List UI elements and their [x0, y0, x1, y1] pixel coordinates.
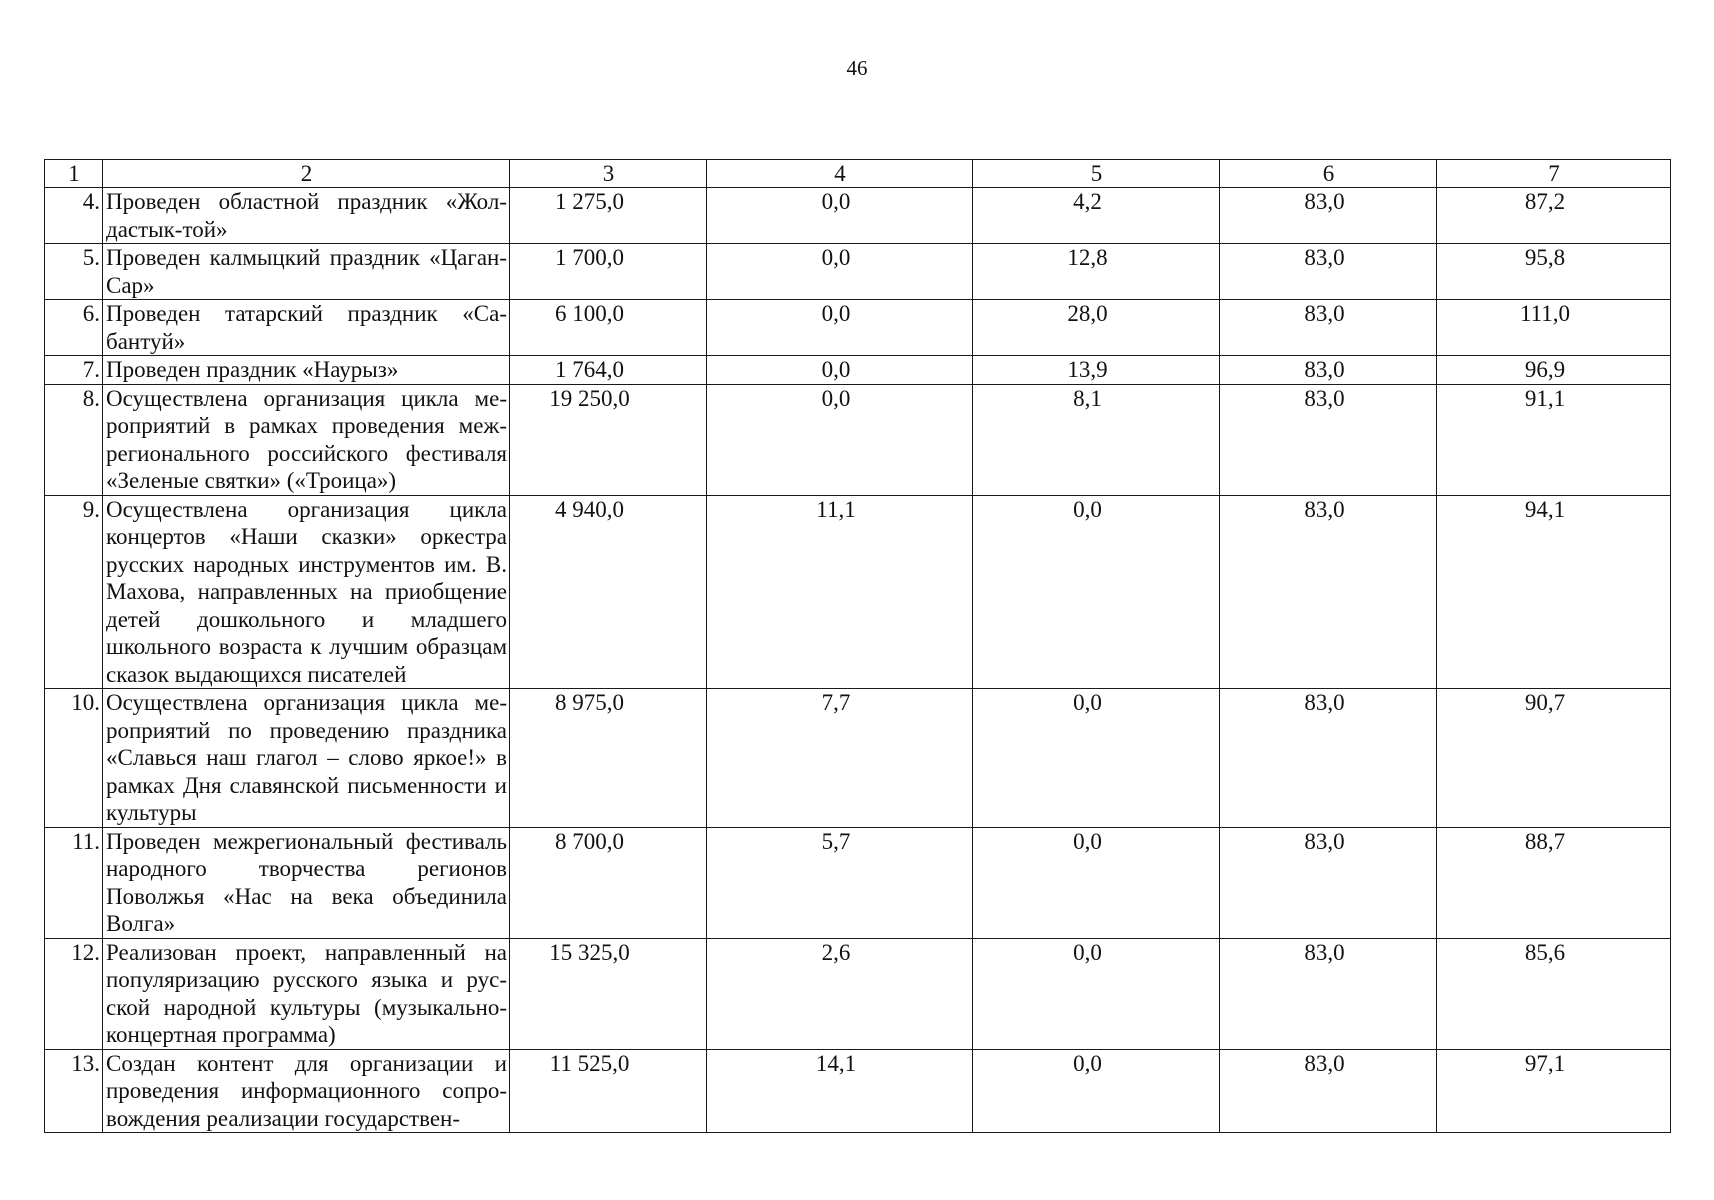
cell-col3: 1 275,0 — [510, 188, 707, 244]
cell-col5: 8,1 — [973, 384, 1220, 495]
row-description: Осуществлена организация цикла мероприятий в рамках проведения межрегионального российского фестиваля «Зеленые святки» («Троица») — [103, 384, 510, 495]
cell-col6: 83,0 — [1220, 244, 1437, 300]
row-description: Проведен татарский праздник «Сабантуй» — [103, 300, 510, 356]
row-number: 7. — [45, 356, 103, 385]
cell-col7: 88,7 — [1437, 827, 1671, 938]
row-description: Осуществлена организация цикла мероприятий по проведению праздника «Славься наш глагол – слово яркое!» в рамках Дня славянской письменности и культуры — [103, 689, 510, 828]
table-row — [45, 188, 1671, 244]
cell-col3: 8 975,0 — [510, 689, 707, 828]
cell-col3: 8 700,0 — [510, 827, 707, 938]
column-header: 7 — [1437, 160, 1671, 188]
row-description: Проведен калмыцкий праздник «Цаган-Сар» — [103, 244, 510, 300]
cell-col4: 11,1 — [707, 495, 973, 689]
cell-col4: 7,7 — [707, 689, 973, 828]
cell-col7: 96,9 — [1437, 356, 1671, 385]
cell-col7: 111,0 — [1437, 300, 1671, 356]
row-description: Проведен областной праздник «Жолдастык-той» — [103, 188, 510, 244]
table-row — [45, 384, 1671, 495]
cell-col3: 15 325,0 — [510, 938, 707, 1049]
cell-col6: 83,0 — [1220, 495, 1437, 689]
table-row — [45, 356, 1671, 385]
cell-col4: 5,7 — [707, 827, 973, 938]
cell-col6: 83,0 — [1220, 689, 1437, 828]
cell-col4: 14,1 — [707, 1049, 973, 1133]
column-header: 4 — [707, 160, 973, 188]
cell-col7: 85,6 — [1437, 938, 1671, 1049]
row-number: 10. — [45, 689, 103, 828]
column-header: 5 — [973, 160, 1220, 188]
row-description: Реализован проект, направленный на популяризацию русского языка и русской народной культуры (музыкально-концертная программа) — [103, 938, 510, 1049]
cell-col4: 0,0 — [707, 188, 973, 244]
table-row — [45, 689, 1671, 828]
row-number: 11. — [45, 827, 103, 938]
cell-col7: 97,1 — [1437, 1049, 1671, 1133]
cell-col4: 0,0 — [707, 384, 973, 495]
row-description: Осуществлена организация цикла концертов «Наши сказки» оркестра русских народных инструментов им. В. Махова, направленных на приобщение детей дошкольного и младшего школьного возраста к лучшим образцам сказок выдающихся писателей — [103, 495, 510, 689]
cell-col6: 83,0 — [1220, 384, 1437, 495]
row-number: 12. — [45, 938, 103, 1049]
column-header: 2 — [103, 160, 510, 188]
cell-col6: 83,0 — [1220, 827, 1437, 938]
row-description: Проведен праздник «Наурыз» — [103, 356, 510, 385]
column-header: 3 — [510, 160, 707, 188]
data-table — [44, 159, 1671, 1133]
cell-col6: 83,0 — [1220, 188, 1437, 244]
cell-col3: 1 700,0 — [510, 244, 707, 300]
cell-col3: 4 940,0 — [510, 495, 707, 689]
cell-col5: 13,9 — [973, 356, 1220, 385]
cell-col7: 91,1 — [1437, 384, 1671, 495]
table-row — [45, 244, 1671, 300]
row-number: 13. — [45, 1049, 103, 1133]
cell-col6: 83,0 — [1220, 938, 1437, 1049]
cell-col7: 94,1 — [1437, 495, 1671, 689]
row-description: Создан контент для организации и проведения информационного сопровождения реализации государствен- — [103, 1049, 510, 1133]
cell-col5: 0,0 — [973, 1049, 1220, 1133]
table-row — [45, 827, 1671, 938]
cell-col3: 1 764,0 — [510, 356, 707, 385]
cell-col5: 12,8 — [973, 244, 1220, 300]
cell-col4: 2,6 — [707, 938, 973, 1049]
cell-col5: 0,0 — [973, 495, 1220, 689]
page-number: 46 — [846, 56, 868, 80]
cell-col3: 19 250,0 — [510, 384, 707, 495]
cell-col3: 11 525,0 — [510, 1049, 707, 1133]
row-number: 9. — [45, 495, 103, 689]
table-row — [45, 495, 1671, 689]
cell-col4: 0,0 — [707, 244, 973, 300]
column-header: 1 — [45, 160, 103, 188]
table-row — [45, 300, 1671, 356]
cell-col5: 0,0 — [973, 689, 1220, 828]
cell-col4: 0,0 — [707, 356, 973, 385]
cell-col6: 83,0 — [1220, 356, 1437, 385]
cell-col6: 83,0 — [1220, 300, 1437, 356]
row-number: 5. — [45, 244, 103, 300]
table-row — [45, 1049, 1671, 1133]
cell-col7: 95,8 — [1437, 244, 1671, 300]
cell-col3: 6 100,0 — [510, 300, 707, 356]
table-row — [45, 938, 1671, 1049]
row-number: 4. — [45, 188, 103, 244]
cell-col7: 87,2 — [1437, 188, 1671, 244]
row-number: 6. — [45, 300, 103, 356]
cell-col5: 0,0 — [973, 938, 1220, 1049]
cell-col5: 28,0 — [973, 300, 1220, 356]
cell-col4: 0,0 — [707, 300, 973, 356]
cell-col7: 90,7 — [1437, 689, 1671, 828]
row-description: Проведен межрегиональный фестиваль народного творчества регионов Поволжья «Нас на века объединила Волга» — [103, 827, 510, 938]
cell-col6: 83,0 — [1220, 1049, 1437, 1133]
row-number: 8. — [45, 384, 103, 495]
column-header: 6 — [1220, 160, 1437, 188]
cell-col5: 0,0 — [973, 827, 1220, 938]
header-row — [45, 160, 1671, 188]
cell-col5: 4,2 — [973, 188, 1220, 244]
